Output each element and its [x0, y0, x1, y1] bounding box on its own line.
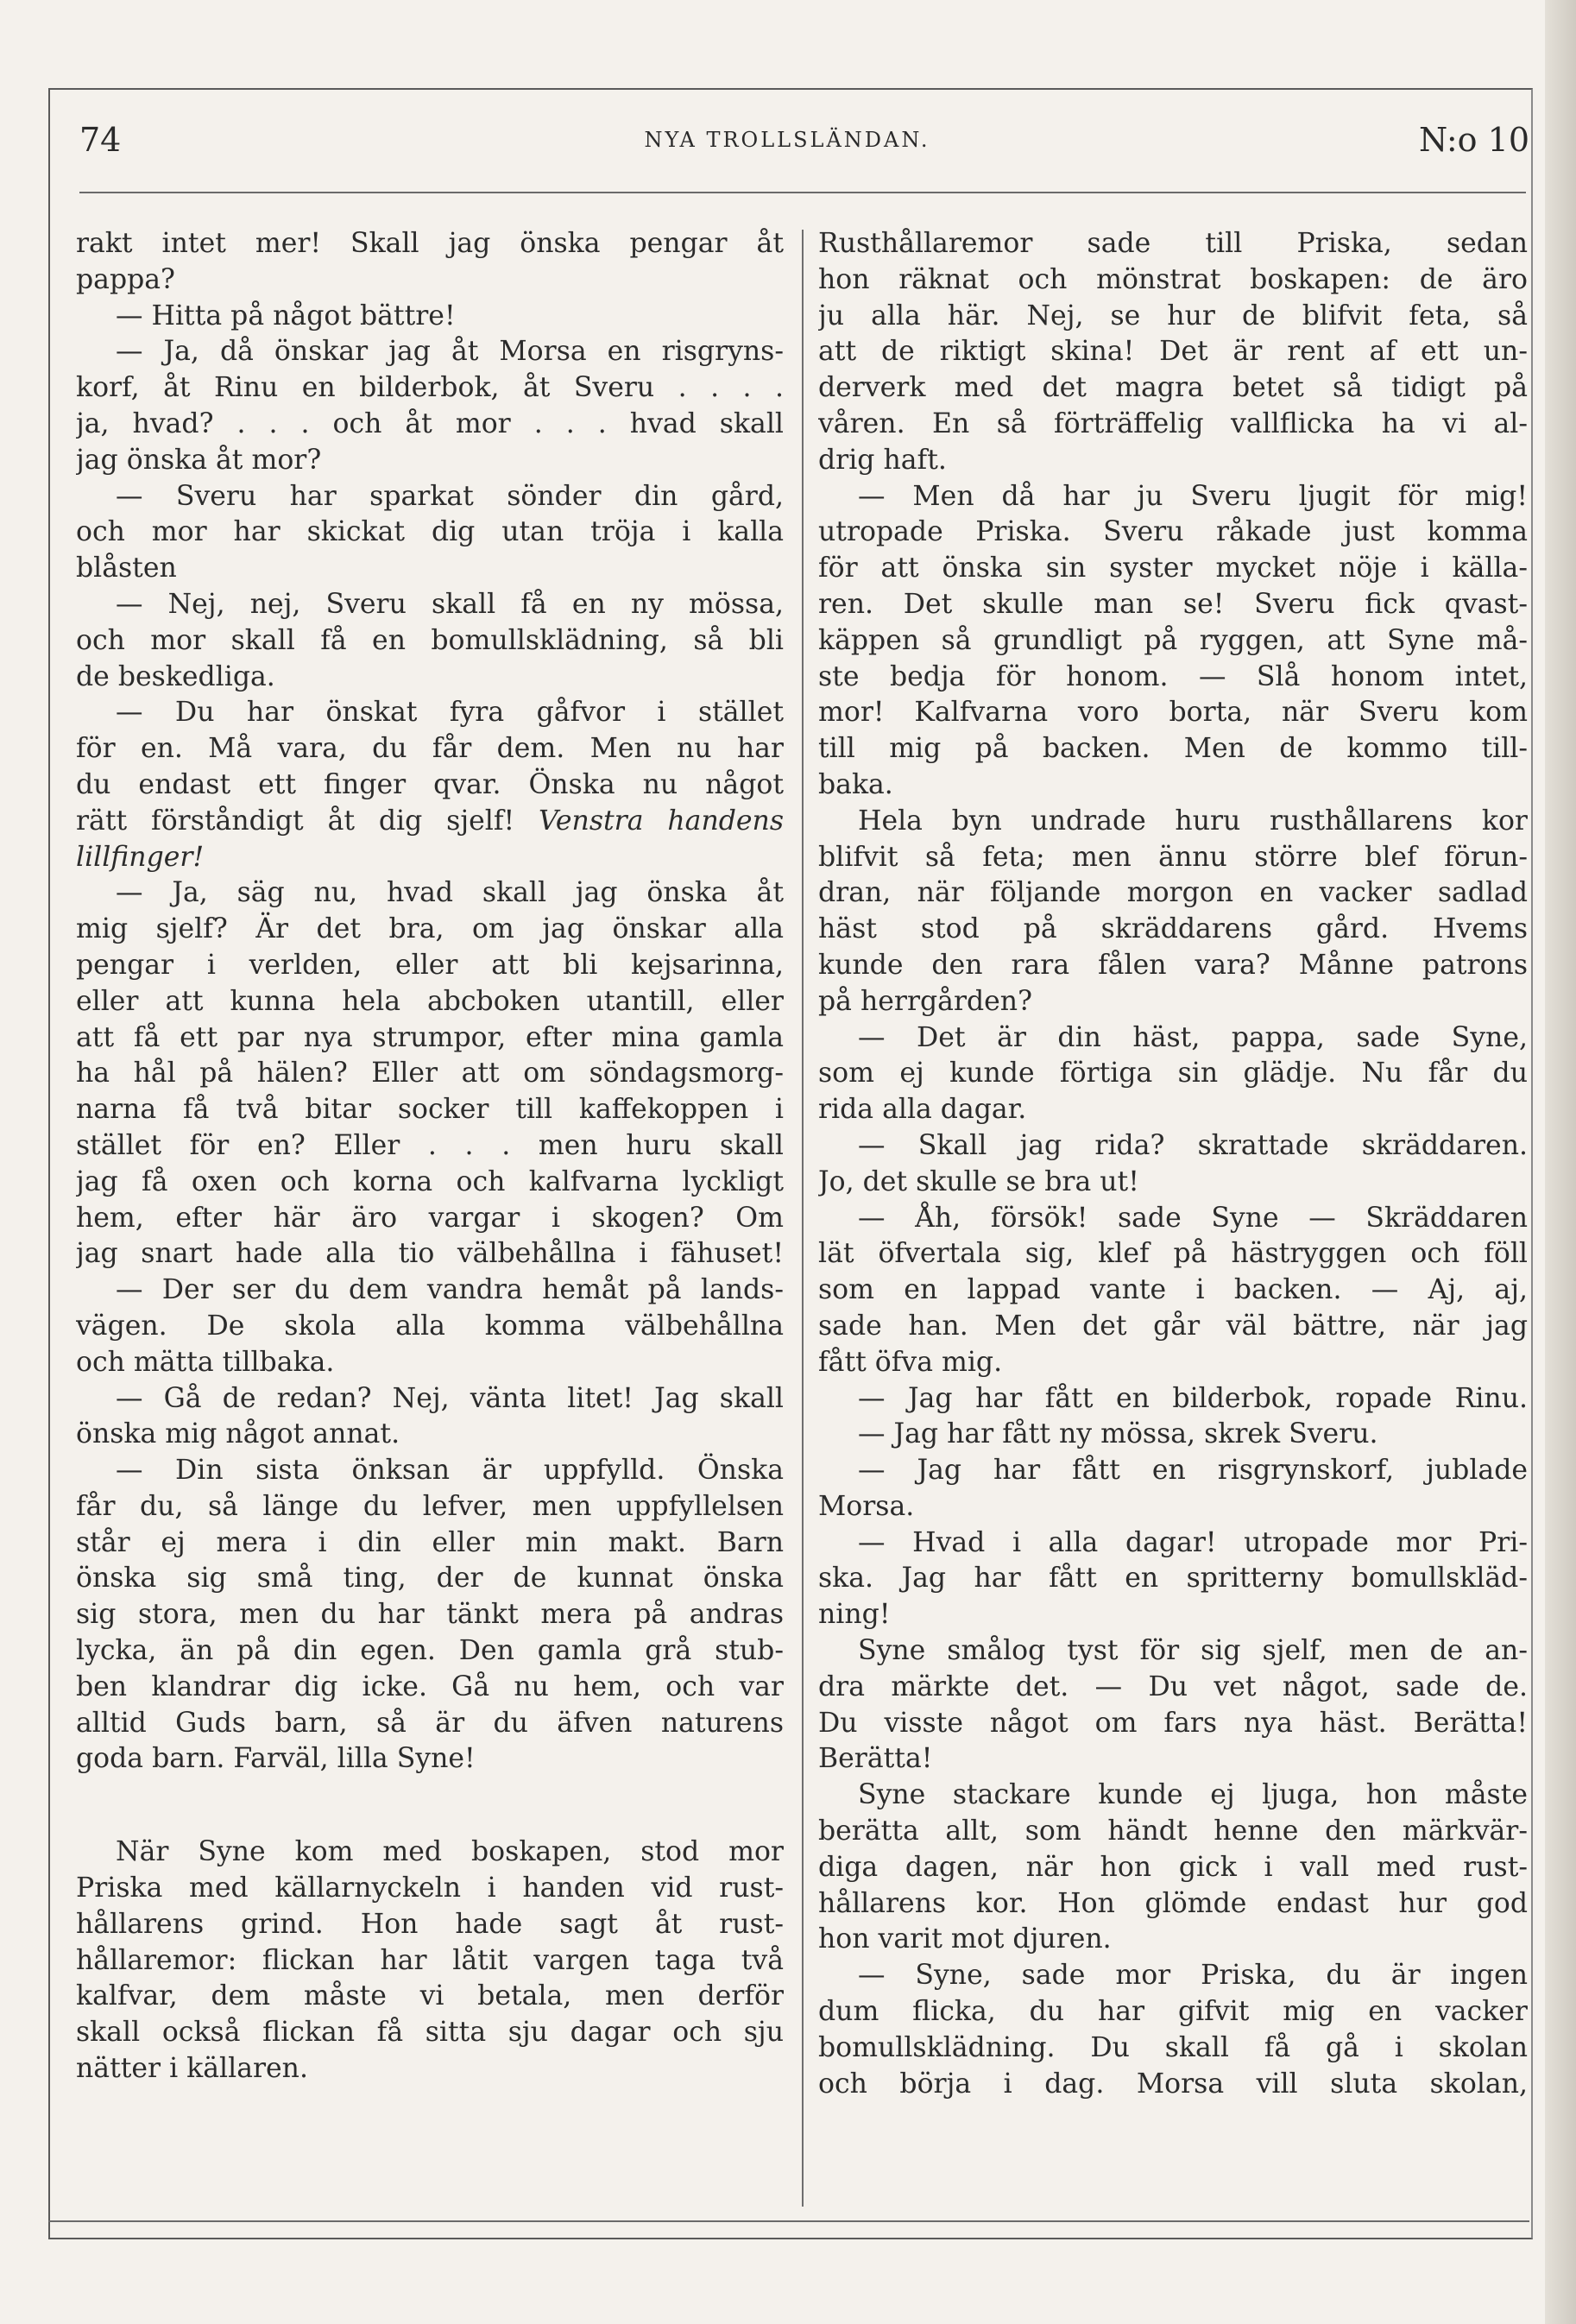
line-text: bomullsklädning. Du skall få gå i skolan	[818, 2031, 1528, 2063]
line-text: skall också flickan få sitta sju dagar och sju	[76, 2017, 784, 2049]
line-text: lycka, än på din egen. Den gamla grå stub-	[76, 1635, 784, 1667]
text-line	[818, 1128, 1528, 1165]
line-text: käppen så grundligt på ryggen, att Syne må-	[818, 624, 1528, 656]
line-text: diga dagen, när hon gick i vall med rust-	[818, 1851, 1528, 1883]
text-line	[818, 1453, 1528, 1489]
line-text: sig stora, men du har tänkt mera på andras	[76, 1599, 784, 1631]
text-line	[818, 2067, 1528, 2103]
line-text: att de riktigt skina! Det är rent af ett un-	[818, 336, 1528, 368]
text-line	[818, 1201, 1528, 1237]
text-line	[818, 226, 1528, 262]
line-text: dum flicka, du har gifvit mig en vacker	[818, 1996, 1528, 2028]
line-text: — Du har önskat fyra gåfvor i stället	[116, 697, 784, 729]
text-line	[76, 2015, 784, 2051]
line-text: narna få två bitar socker till kaffekoppen i	[76, 1094, 784, 1126]
text-line	[818, 370, 1528, 407]
text-line	[818, 1741, 1528, 1778]
issue-number: N:o 10	[1418, 121, 1529, 159]
text-line	[818, 1056, 1528, 1092]
text-line	[76, 479, 784, 515]
text-line	[818, 1670, 1528, 1706]
line-text: du endast ett finger qvar. Önska nu något	[76, 768, 784, 800]
text-line	[76, 767, 784, 804]
line-text: och mor skall få en bomullsklädning, så bli	[76, 624, 784, 656]
line-text: — Jag har fått en risgrynskorf, jublade	[858, 1455, 1528, 1487]
text-line	[818, 299, 1528, 335]
line-text: på herrgården?	[818, 985, 1032, 1017]
text-line	[76, 262, 784, 299]
text-line	[818, 551, 1528, 587]
text-line	[818, 1886, 1528, 1923]
text-line	[76, 1670, 784, 1706]
line-text: sade han. Men det går väl bättre, när jag	[818, 1310, 1528, 1342]
text-line	[818, 1417, 1528, 1453]
text-line	[76, 551, 784, 587]
text-line	[76, 804, 784, 840]
column-divider	[802, 230, 804, 2207]
text-line	[76, 731, 784, 767]
line-text: rätt förståndigt åt dig sjelf!	[76, 805, 515, 837]
line-text: jag önska åt mor?	[76, 444, 322, 476]
text-line	[818, 804, 1528, 840]
line-text: goda barn. Farväl, lilla Syne!	[76, 1743, 476, 1775]
text-line	[818, 1561, 1528, 1597]
line-text: Jo, det skulle se bra ut!	[818, 1165, 1139, 1197]
line-text: — Hitta på något bättre!	[116, 300, 456, 332]
line-text: blåsten	[76, 553, 177, 584]
line-text: att få ett par nya strumpor, efter mina gamla	[76, 1021, 784, 1053]
line-text: till mig på backen. Men de kommo till-	[818, 733, 1528, 765]
line-text: får du, så länge du lefver, men uppfyllelsen	[76, 1490, 784, 1522]
text-column-left	[76, 226, 784, 2212]
text-line	[818, 1309, 1528, 1345]
text-line	[818, 695, 1528, 731]
line-text: för en. Må vara, du får dem. Men nu har	[76, 733, 784, 765]
line-text: ben klandrar dig icke. Gå nu hem, och var	[76, 1670, 784, 1702]
text-line	[818, 731, 1528, 767]
text-line	[818, 660, 1528, 696]
text-line	[76, 1741, 784, 1778]
text-line	[76, 875, 784, 912]
line-text: jag få oxen och korna och kalfvarna lyckligt	[76, 1165, 784, 1197]
line-text: — Din sista önksan är uppfylld. Önska	[116, 1455, 784, 1487]
line-text: mor! Kalfvarna voro borta, när Sveru kom	[818, 697, 1528, 729]
line-text: ska. Jag har fått en spritterny bomullskläd-	[818, 1563, 1528, 1595]
text-line	[818, 443, 1528, 479]
text-line	[76, 1871, 784, 1907]
text-line	[818, 912, 1528, 948]
text-line	[818, 587, 1528, 623]
text-line	[818, 1706, 1528, 1742]
text-line	[818, 875, 1528, 912]
text-line	[76, 1236, 784, 1273]
text-line	[76, 1417, 784, 1453]
line-text: Hela byn undrade huru rusthållarens kor	[858, 805, 1528, 837]
text-line	[818, 1525, 1528, 1562]
line-text: står ej mera i din eller min makt. Barn	[76, 1526, 784, 1558]
line-text: och mätta tillbaka.	[76, 1346, 335, 1378]
text-line	[818, 1958, 1528, 1994]
text-line	[76, 1165, 784, 1201]
text-line	[76, 1979, 784, 2015]
text-line	[76, 695, 784, 731]
text-line	[818, 1850, 1528, 1886]
text-line	[818, 1345, 1528, 1381]
line-text: önska sig små ting, der de kunnat önska	[76, 1563, 784, 1595]
line-text: — Ja, säg nu, hvad skall jag önska åt	[116, 877, 784, 909]
text-line	[818, 1814, 1528, 1850]
text-line	[76, 1561, 784, 1597]
line-text: för att önska sin syster mycket nöje i källa-	[818, 553, 1528, 584]
line-text: När Syne kom med boskapen, stod mor	[116, 1836, 784, 1868]
text-line	[818, 1633, 1528, 1670]
text-line	[76, 587, 784, 623]
line-text: — Åh, försök! sade Syne — Skräddaren	[858, 1202, 1528, 1234]
journal-title: NYA TROLLSLÄNDAN.	[644, 128, 930, 152]
section-break	[76, 1778, 784, 1835]
text-line	[76, 1943, 784, 1980]
line-text: som ej kunde förtiga sin glädje. Nu får du	[818, 1058, 1528, 1089]
line-text: baka.	[818, 768, 893, 800]
text-line	[818, 1165, 1528, 1201]
text-line	[818, 984, 1528, 1020]
text-line	[76, 443, 784, 479]
text-line	[76, 1020, 784, 1057]
line-text: eller att kunna hela abcboken utantill, eller	[76, 985, 784, 1017]
text-line	[76, 623, 784, 660]
line-text: fått öfva mig.	[818, 1346, 1003, 1378]
text-line	[76, 1633, 784, 1670]
line-text: — Hvad i alla dagar! utropade mor Pri-	[858, 1526, 1528, 1558]
italic-text: Venstra handens	[539, 805, 784, 837]
text-line	[818, 2030, 1528, 2067]
line-text: hållaremor: flickan har låtit vargen taga två	[76, 1944, 784, 1976]
line-text: hållarens grind. Hon hade sagt åt rust-	[76, 1908, 784, 1940]
line-text: dran, när följande morgon en vacker sadlad	[818, 877, 1528, 909]
line-text: blifvit så feta; men ännu större blef förun-	[818, 841, 1528, 873]
text-column-right	[818, 226, 1528, 2212]
text-line	[76, 299, 784, 335]
text-line	[818, 1778, 1528, 1814]
text-line	[76, 948, 784, 984]
line-text: — Nej, nej, Sveru skall få en ny mössa,	[116, 588, 784, 620]
line-text: och mor har skickat dig utan tröja i kalla	[76, 516, 784, 548]
text-line	[76, 1092, 784, 1128]
line-text: vägen. De skola alla komma välbehållna	[76, 1310, 784, 1342]
text-line	[76, 1345, 784, 1381]
running-header	[79, 114, 1529, 166]
line-text: Du visste något om fars nya häst. Berätta!	[818, 1707, 1528, 1739]
line-text: kalfvar, dem måste vi betala, men derför	[76, 1980, 784, 2012]
text-line	[76, 1597, 784, 1633]
line-text: nätter i källaren.	[76, 2053, 308, 2085]
text-line	[76, 1056, 784, 1092]
line-text: hem, efter här äro vargar i skogen? Om	[76, 1202, 784, 1234]
line-text: dra märkte det. — Du vet något, sade de.	[818, 1670, 1528, 1702]
line-text: hon varit mot djuren.	[818, 1923, 1112, 1955]
line-text: berätta allt, som händt henne den märkvär-	[818, 1816, 1528, 1847]
page-edge-shadow	[1545, 0, 1576, 2324]
text-line	[76, 334, 784, 370]
line-text: Berätta!	[818, 1743, 933, 1775]
line-text: ju alla här. Nej, se hur de blifvit feta, så	[818, 300, 1528, 332]
line-text: Syne smålog tyst för sig sjelf, men de an-	[858, 1635, 1528, 1667]
text-line	[818, 1020, 1528, 1057]
text-line	[818, 1092, 1528, 1128]
line-text: Morsa.	[818, 1490, 915, 1522]
line-text: rakt intet mer! Skall jag önska pengar åt	[76, 228, 784, 259]
text-line	[818, 948, 1528, 984]
line-text: — Det är din häst, pappa, sade Syne,	[858, 1021, 1528, 1053]
line-text: — Skall jag rida? skrattade skräddaren.	[858, 1129, 1528, 1161]
line-text: de beskedliga.	[76, 660, 275, 692]
text-line	[76, 1273, 784, 1309]
line-text: hållarens kor. Hon glömde endast hur god	[818, 1887, 1528, 1919]
line-text: drig haft.	[818, 444, 947, 476]
line-text: och börja i dag. Morsa vill sluta skolan,	[818, 2068, 1528, 2100]
text-line	[76, 226, 784, 262]
text-line	[818, 840, 1528, 876]
text-line	[76, 370, 784, 407]
line-text: rida alla dagar.	[818, 1094, 1027, 1126]
bottom-rule	[48, 2220, 1529, 2222]
line-text: ha hål på hälen? Eller att om söndagsmorg-	[76, 1058, 784, 1089]
line-text: ren. Det skulle man se! Sveru fick qvast-	[818, 588, 1528, 620]
text-line	[76, 515, 784, 551]
line-text: pengar i verlden, eller att bli kejsarinna,	[76, 949, 784, 981]
text-line	[818, 262, 1528, 299]
text-line	[818, 767, 1528, 804]
text-line	[818, 479, 1528, 515]
line-text: korf, åt Rinu en bilderbok, åt Sveru . . . .	[76, 372, 784, 404]
line-text: alltid Guds barn, så är du äfven naturens	[76, 1707, 784, 1739]
text-line	[76, 660, 784, 696]
line-text: mig sjelf? Är det bra, om jag önskar alla	[76, 913, 784, 945]
text-line	[818, 1597, 1528, 1633]
line-text: Syne stackare kunde ej ljuga, hon måste	[858, 1779, 1528, 1811]
line-text: lät öfvertala sig, klef på hästryggen och föll	[818, 1238, 1528, 1270]
text-line	[818, 334, 1528, 370]
line-text: häst stod på skräddarens gård. Hvems	[818, 913, 1528, 945]
line-text: utropade Priska. Sveru råkade just komma	[818, 516, 1528, 548]
line-text: kunde den rara fålen vara? Månne patrons	[818, 949, 1528, 981]
line-text: — Men då har ju Sveru ljugit för mig!	[858, 480, 1528, 512]
line-text: — Der ser du dem vandra hemåt på lands-	[116, 1274, 784, 1306]
text-line	[818, 1381, 1528, 1418]
text-line	[76, 912, 784, 948]
text-line	[76, 1128, 784, 1165]
line-text: — Jag har fått ny mössa, skrek Sveru.	[858, 1418, 1378, 1450]
line-text: hon räknat och mönstrat boskapen: de äro	[818, 263, 1528, 295]
text-line	[76, 1907, 784, 1943]
line-text: derverk med det magra betet så tidigt på	[818, 372, 1528, 404]
italic-text: lillfinger!	[76, 841, 205, 873]
header-rule	[79, 192, 1526, 193]
line-text: — Syne, sade mor Priska, du är ingen	[858, 1960, 1528, 1992]
text-line	[818, 1236, 1528, 1273]
text-line	[76, 2051, 784, 2087]
line-text: stället för en? Eller . . . men huru skall	[76, 1129, 784, 1161]
text-line	[818, 1994, 1528, 2030]
line-text: — Jag har fått en bilderbok, ropade Rinu.	[858, 1382, 1528, 1414]
line-text: Rusthållaremor sade till Priska, sedan	[818, 228, 1528, 259]
line-text: önska mig något annat.	[76, 1418, 400, 1450]
line-text: våren. En så förträffelig vallflicka ha vi al-	[818, 407, 1528, 439]
text-line	[76, 1381, 784, 1418]
text-line	[76, 1835, 784, 1871]
text-line	[76, 984, 784, 1020]
text-line	[76, 1201, 784, 1237]
text-line	[76, 1525, 784, 1562]
text-line	[76, 407, 784, 443]
text-line	[818, 1273, 1528, 1309]
line-text: ning!	[818, 1599, 891, 1631]
text-line	[76, 1489, 784, 1525]
line-text: — Sveru har sparkat sönder din gård,	[116, 480, 784, 512]
line-text: som en lappad vante i backen. — Aj, aj,	[818, 1274, 1528, 1306]
line-text: Priska med källarnyckeln i handen vid rust-	[76, 1872, 784, 1904]
line-text: — Gå de redan? Nej, vänta litet! Jag skall	[116, 1382, 784, 1414]
text-line	[818, 407, 1528, 443]
text-line	[76, 1453, 784, 1489]
text-line	[818, 1922, 1528, 1958]
line-text: ste bedja för honom. — Slå honom intet,	[818, 660, 1528, 692]
text-line	[818, 1489, 1528, 1525]
line-text: jag snart hade alla tio välbehållna i fähuset!	[76, 1238, 784, 1270]
line-text: pappa?	[76, 263, 175, 295]
text-line	[818, 623, 1528, 660]
page-number: 74	[79, 121, 122, 159]
text-line	[76, 1706, 784, 1742]
text-line	[818, 515, 1528, 551]
text-line	[76, 1309, 784, 1345]
line-text: ja, hvad? . . . och åt mor . . . hvad skall	[76, 407, 784, 439]
text-line	[76, 840, 784, 876]
line-text: — Ja, då önskar jag åt Morsa en risgryns-	[116, 336, 784, 368]
